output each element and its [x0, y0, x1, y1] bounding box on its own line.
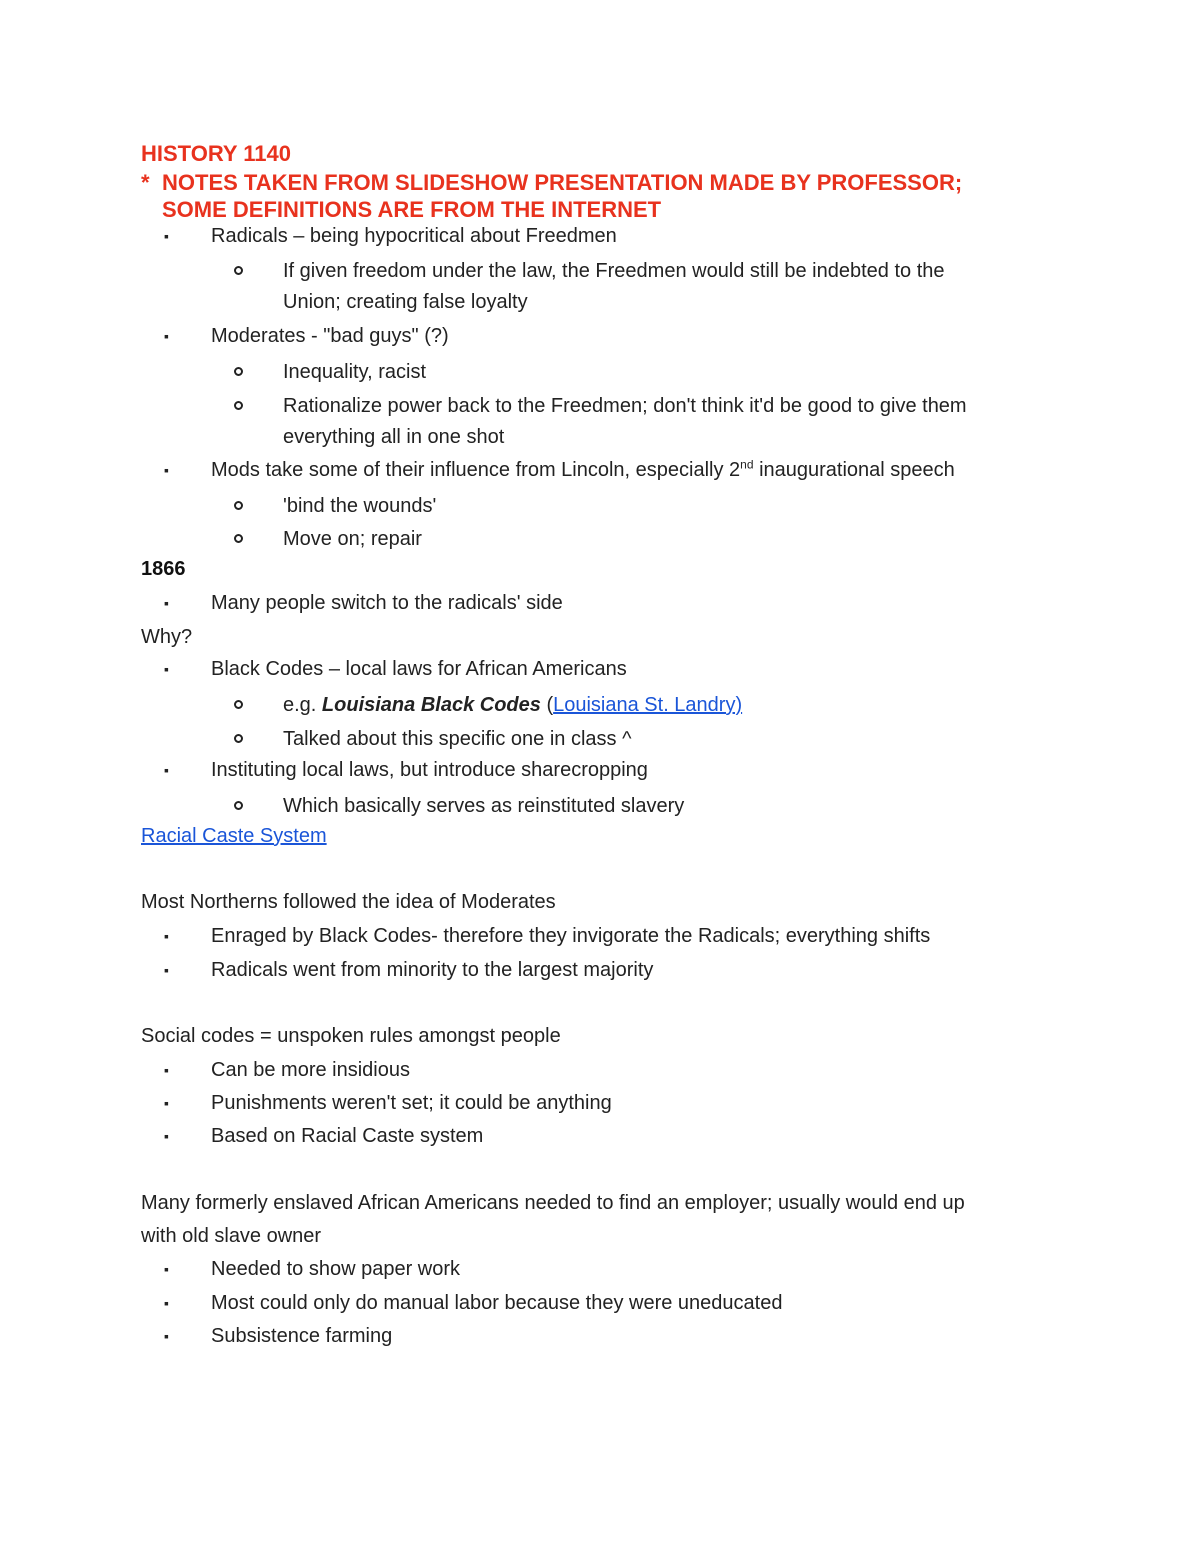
sub-list-item — [283, 693, 742, 717]
bullet-icon: ▪ — [164, 962, 169, 978]
list-item-text: Mods take some of their influence from Lincoln, especially 2 — [211, 459, 741, 481]
paren-open: ( — [540, 694, 554, 716]
list-item: Many people switch to the radicals' side — [211, 592, 563, 614]
bullet-icon: ▪ — [164, 328, 169, 344]
sub-list-item: 'bind the wounds' — [283, 495, 437, 517]
racial-caste-system-link-line — [141, 824, 327, 848]
bullet-icon: ▪ — [164, 1295, 169, 1311]
list-item: Black Codes – local laws for African Americans — [211, 658, 627, 680]
list-item: Moderates - "bad guys" (?) — [211, 325, 449, 347]
italic-title: Louisiana Black Codes — [321, 694, 541, 716]
sub-bullet-icon — [234, 266, 243, 275]
sub-bullet-icon — [234, 401, 243, 410]
list-item: Can be more insidious — [211, 1059, 410, 1081]
sub-list-item: Rationalize power back to the Freedmen; don't think it'd be good to give them — [283, 395, 967, 417]
louisiana-st-landry-link[interactable]: Louisiana St. Landry) — [553, 694, 743, 716]
racial-caste-system-link[interactable]: Racial Caste System — [141, 825, 327, 847]
bullet-icon: ▪ — [164, 1261, 169, 1277]
list-item: Radicals went from minority to the largest majority — [211, 959, 654, 981]
sub-list-item-continued: Union; creating false loyalty — [283, 291, 528, 313]
example-prefix: e.g. — [283, 694, 322, 716]
bullet-icon: ▪ — [164, 661, 169, 677]
sub-list-item: Talked about this specific one in class ^ — [283, 728, 632, 750]
bullet-icon: ▪ — [164, 462, 169, 478]
bullet-icon: ▪ — [164, 228, 169, 244]
list-item: Punishments weren't set; it could be anything — [211, 1092, 612, 1114]
question-text: Why? — [141, 626, 193, 648]
list-item: Most could only do manual labor because they were uneducated — [211, 1292, 783, 1314]
list-item — [211, 458, 955, 482]
sub-bullet-icon — [234, 534, 243, 543]
sub-bullet-icon — [234, 801, 243, 810]
bullet-icon: ▪ — [164, 1062, 169, 1078]
paragraph: Social codes = unspoken rules amongst people — [141, 1025, 561, 1047]
sub-list-item-continued: everything all in one shot — [283, 426, 505, 448]
bullet-icon: ▪ — [164, 595, 169, 611]
bullet-icon: ▪ — [164, 1095, 169, 1111]
sub-list-item: Inequality, racist — [283, 361, 427, 383]
paragraph: Many formerly enslaved African Americans needed to find an employer; usually would end up — [141, 1192, 965, 1214]
document-title: HISTORY 1140 — [141, 141, 292, 166]
list-item: Needed to show paper work — [211, 1258, 461, 1280]
list-item: Based on Racial Caste system — [211, 1125, 484, 1147]
bullet-icon: ▪ — [164, 1328, 169, 1344]
list-item-text: inaugurational speech — [753, 459, 955, 481]
year-heading: 1866 — [141, 558, 186, 580]
note-line-1: NOTES TAKEN FROM SLIDESHOW PRESENTATION MADE BY PROFESSOR; — [162, 170, 963, 195]
sub-bullet-icon — [234, 734, 243, 743]
note-star: * — [141, 170, 150, 195]
list-item: Instituting local laws, but introduce sharecropping — [211, 759, 648, 781]
paragraph: Most Northerns followed the idea of Moderates — [141, 891, 556, 913]
superscript: nd — [740, 457, 754, 472]
sub-bullet-icon — [234, 700, 243, 709]
bullet-icon: ▪ — [164, 928, 169, 944]
bullet-icon: ▪ — [164, 762, 169, 778]
paragraph-continued: with old slave owner — [141, 1225, 322, 1247]
sub-bullet-icon — [234, 501, 243, 510]
sub-list-item: Which basically serves as reinstituted slavery — [283, 795, 685, 817]
sub-bullet-icon — [234, 367, 243, 376]
sub-list-item: If given freedom under the law, the Freedmen would still be indebted to the — [283, 260, 945, 282]
note-line-2: SOME DEFINITIONS ARE FROM THE INTERNET — [162, 197, 662, 222]
list-item: Radicals – being hypocritical about Freedmen — [211, 225, 617, 247]
list-item: Subsistence farming — [211, 1325, 393, 1347]
bullet-icon: ▪ — [164, 1128, 169, 1144]
sub-list-item: Move on; repair — [283, 528, 422, 550]
list-item: Enraged by Black Codes- therefore they invigorate the Radicals; everything shifts — [211, 925, 931, 947]
